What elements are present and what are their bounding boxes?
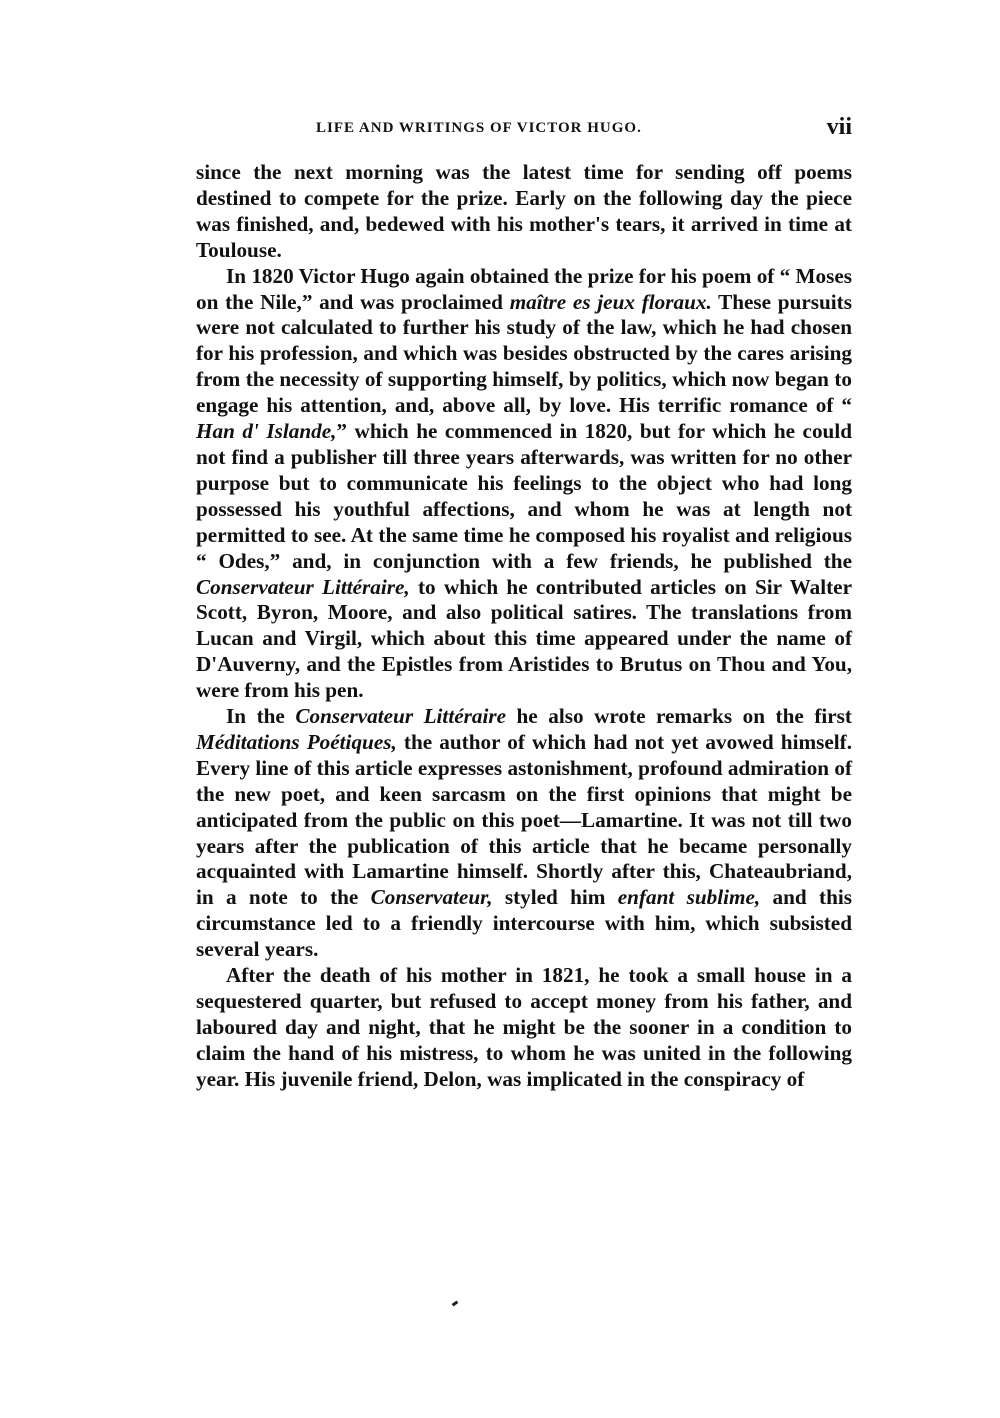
paragraph: [196, 264, 852, 704]
italic-text: Conservateur Littéraire: [295, 704, 506, 729]
running-head: [196, 112, 852, 152]
text-run: and this circumstance led to a friendly intercourse with him, which subsisted several years.: [196, 885, 852, 962]
italic-text: Conservateur,: [370, 885, 493, 910]
text-run: the author of which had not yet avowed himself. Every line of this article expresses astonishment, profound admiration of the new poet, and keen sarcasm on the first opinions that might be anticipated from the public on this poet—Lamartine. It was not till two years after the publication of this article that he became personally acquainted with Lamartine himself. Shortly after this, Chateaubriand, in a note to the: [196, 729, 853, 910]
running-title: LIFE AND WRITINGS OF VICTOR HUGO.: [316, 120, 642, 136]
body-text: [196, 160, 852, 1093]
text-run: In the: [226, 704, 296, 729]
italic-text: Han d' Islande,: [196, 419, 337, 444]
italic-text: enfant sublime,: [617, 885, 761, 910]
text-run: since the next morning was the latest time for sending off poems destined to compete for the prize. Early on the following day the piece was finished, and, bedewed with his mother's tears, it arrived in time at Toulouse.: [196, 160, 852, 262]
text-run: styled him: [492, 885, 618, 910]
paragraph: [196, 963, 852, 1093]
ink-speck: [452, 1301, 459, 1307]
text-run: These pursuits were not calculated to further his study of the law, which he had chosen for his profession, and which was besides obstructed by the cares arising from the necessity of supporting himself, by politics, which now began to engage his attention, and, above all, by love. His terrific romance of “: [196, 289, 852, 418]
page-number: vii: [826, 114, 852, 140]
paragraph: [196, 704, 852, 963]
italic-text: Méditations Poétiques,: [196, 729, 397, 754]
italic-text: Conservateur Littéraire,: [196, 574, 410, 599]
italic-text: maître es jeux floraux.: [509, 289, 712, 314]
text-run: ” which he commenced in 1820, but for which he could not find a publisher till three years afterwards, was written for no other purpose but to communicate his feelings to the object who had long possessed his youthful affections, and whom he was at length not permitted to see. At the same time he composed his royalist and religious “ Odes,” and, in conjunction with a few friends, he published the: [196, 419, 852, 573]
text-run: to which he contributed articles on Sir Walter Scott, Byron, Moore, and also political satires. The translations from Lucan and Virgil, which about this time appeared under the name of D'Auverny, and the Epistles from Aristides to Brutus on Thou and You, were from his pen.: [196, 574, 852, 703]
text-run: In 1820 Victor Hugo again obtained the prize for his poem of “ Moses on the Nile,” and was proclaimed: [196, 263, 853, 314]
paragraph: [196, 160, 852, 264]
text-run: After the death of his mother in 1821, he took a small house in a sequestered quarter, but refused to accept money from his father, and laboured day and night, that he might be the sooner in a condition to claim the hand of his mistress, to whom he was united in the following year. His juvenile friend, Delon, was implicated in the conspiracy of: [196, 963, 852, 1091]
text-run: he also wrote remarks on the first: [505, 704, 852, 729]
